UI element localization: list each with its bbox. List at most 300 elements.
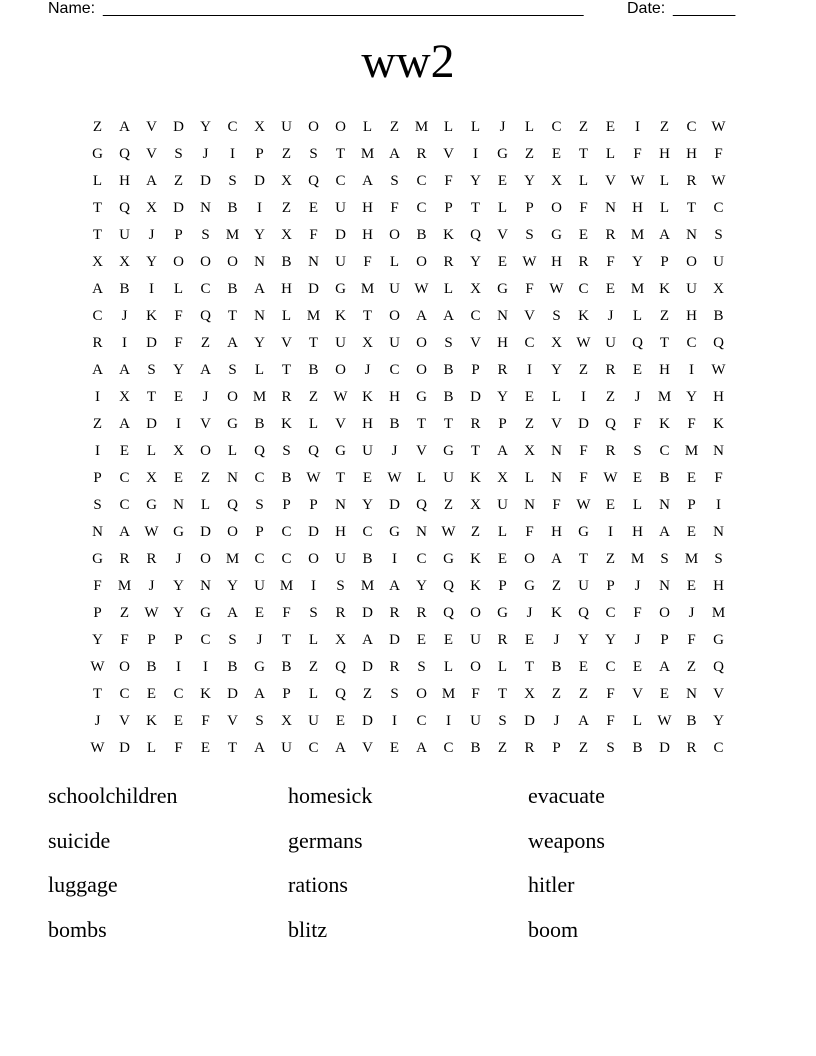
grid-letter: G (146, 497, 157, 513)
grid-letter: I (581, 389, 586, 405)
grid-letter: J (364, 362, 371, 378)
grid-letter: O (308, 551, 319, 567)
grid-letter: A (362, 632, 373, 648)
grid-letter: Y (497, 389, 508, 405)
grid-letter: B (281, 659, 292, 675)
word-bank-item: homesick (288, 783, 373, 808)
grid-letter: S (309, 605, 318, 621)
grid-letter: A (659, 227, 670, 243)
grid-letter: J (94, 713, 101, 729)
grid-letter: C (686, 119, 697, 135)
grid-letter: T (335, 470, 346, 486)
grid-letter: R (389, 659, 400, 675)
grid-letter: N (92, 524, 103, 540)
grid-letter: I (95, 389, 100, 405)
grid-letter: D (389, 497, 400, 513)
word-bank-item: luggage (48, 872, 118, 897)
grid-letter: A (200, 362, 211, 378)
grid-letter: T (578, 551, 589, 567)
grid-letter: B (119, 281, 130, 297)
grid-letter: P (255, 524, 264, 540)
grid-letter: C (416, 200, 427, 216)
grid-letter: O (200, 443, 211, 459)
grid-letter: D (470, 389, 481, 405)
grid-letter: M (630, 227, 645, 243)
grid-letter: A (119, 524, 130, 540)
grid-letter: L (443, 119, 454, 135)
grid-letter: C (551, 119, 562, 135)
grid-letter: F (174, 740, 183, 756)
grid-letter: L (632, 497, 643, 513)
grid-letter: E (524, 389, 535, 405)
grid-letter: O (416, 362, 427, 378)
grid-letter: B (416, 227, 427, 243)
grid-letter: Q (308, 173, 319, 189)
grid-letter: X (146, 470, 157, 486)
grid-letter: E (308, 200, 319, 216)
grid-letter: A (578, 713, 589, 729)
grid-letter: V (713, 686, 724, 702)
grid-letter: N (173, 497, 184, 513)
grid-letter: T (578, 146, 589, 162)
grid-letter: H (335, 524, 346, 540)
grid-letter: O (416, 335, 427, 351)
grid-letter: T (227, 308, 238, 324)
grid-letter: H (551, 254, 562, 270)
grid-letter: W (603, 470, 618, 486)
grid-letter: Z (524, 416, 535, 432)
grid-letter: X (470, 281, 481, 297)
grid-letter: P (660, 254, 669, 270)
grid-letter: E (119, 443, 130, 459)
grid-letter: I (176, 659, 181, 675)
grid-letter: H (659, 146, 670, 162)
date-blank-line: _______ (673, 0, 736, 17)
grid-letter: G (335, 443, 346, 459)
grid-letter: G (335, 281, 346, 297)
grid-letter: L (497, 524, 508, 540)
grid-letter: F (606, 686, 615, 702)
grid-letter: A (416, 740, 427, 756)
grid-letter: L (200, 497, 211, 513)
grid-letter: J (634, 578, 641, 594)
grid-letter: F (390, 200, 399, 216)
grid-letter: S (228, 632, 237, 648)
grid-letter: L (551, 389, 562, 405)
grid-letter: R (281, 389, 292, 405)
grid-letter: O (389, 308, 400, 324)
grid-letter: N (659, 578, 670, 594)
grid-letter: R (605, 227, 616, 243)
grid-letter: V (470, 335, 481, 351)
grid-letter: F (633, 605, 642, 621)
grid-letter: L (578, 173, 589, 189)
grid-letter: T (92, 686, 103, 702)
grid-letter: O (335, 362, 346, 378)
grid-letter: D (335, 227, 346, 243)
grid-letter: I (716, 497, 721, 513)
grid-letter: H (713, 578, 724, 594)
grid-letter: O (227, 524, 238, 540)
grid-letter: N (713, 524, 724, 540)
grid-letter: C (335, 173, 346, 189)
grid-letter: E (632, 470, 643, 486)
grid-letter: B (443, 362, 454, 378)
grid-letter: A (119, 362, 130, 378)
grid-letter: O (227, 389, 238, 405)
grid-letter: Q (227, 497, 238, 513)
grid-letter: F (714, 146, 723, 162)
grid-letter: Q (119, 200, 130, 216)
grid-letter: X (335, 632, 346, 648)
grid-letter: O (416, 254, 427, 270)
grid-letter: Q (335, 686, 346, 702)
grid-letter: Z (281, 200, 292, 216)
grid-letter: R (578, 254, 589, 270)
grid-letter: L (632, 713, 643, 729)
grid-letter: W (711, 119, 726, 135)
grid-letter: N (497, 308, 508, 324)
grid-letter: B (551, 659, 562, 675)
grid-letter: A (254, 281, 265, 297)
grid-letter: P (498, 416, 507, 432)
grid-letter: Z (92, 119, 103, 135)
grid-letter: B (632, 740, 643, 756)
grid-letter: I (95, 443, 100, 459)
grid-letter: A (443, 308, 454, 324)
grid-letter: Z (200, 470, 211, 486)
page-title: ww2 (361, 35, 455, 88)
grid-letter: E (200, 740, 211, 756)
grid-letter: S (390, 173, 399, 189)
grid-letter: I (635, 119, 640, 135)
grid-letter: B (713, 308, 724, 324)
grid-letter: T (497, 686, 508, 702)
grid-letter: S (417, 659, 426, 675)
grid-letter: X (470, 497, 481, 513)
grid-letter: S (309, 146, 318, 162)
grid-letter: F (174, 335, 183, 351)
grid-letter: I (473, 146, 478, 162)
grid-letter: W (90, 740, 105, 756)
grid-letter: E (551, 146, 562, 162)
grid-letter: N (335, 497, 346, 513)
grid-letter: D (173, 119, 184, 135)
grid-letter: Y (92, 632, 103, 648)
grid-letter: S (147, 362, 156, 378)
grid-letter: C (200, 281, 211, 297)
grid-letter: U (335, 254, 346, 270)
grid-letter: H (632, 200, 643, 216)
grid-letter: L (92, 173, 103, 189)
grid-letter: Z (308, 389, 319, 405)
grid-letter: W (657, 713, 672, 729)
grid-letter: I (257, 200, 262, 216)
grid-letter: O (470, 659, 481, 675)
grid-letter: E (362, 470, 373, 486)
grid-letter: L (524, 119, 535, 135)
grid-letter: L (470, 119, 481, 135)
grid-letter: K (443, 227, 454, 243)
grid-letter: F (201, 713, 210, 729)
grid-letter: Z (686, 659, 697, 675)
grid-letter: I (230, 146, 235, 162)
word-bank-item: bombs (48, 916, 107, 942)
grid-letter: L (497, 659, 508, 675)
grid-letter: L (362, 119, 373, 135)
grid-letter: J (499, 119, 506, 135)
grid-letter: Z (308, 659, 319, 675)
grid-letter: K (578, 308, 589, 324)
grid-letter: C (470, 308, 481, 324)
grid-letter: E (632, 362, 643, 378)
grid-letter: P (525, 200, 534, 216)
grid-letter: G (92, 146, 103, 162)
word-bank-item: boom (528, 916, 579, 942)
grid-letter: I (392, 551, 397, 567)
grid-letter: B (389, 416, 400, 432)
grid-letter: V (146, 119, 157, 135)
grid-letter: B (443, 389, 454, 405)
grid-letter: A (389, 578, 400, 594)
grid-letter: J (553, 632, 560, 648)
grid-letter: A (254, 686, 265, 702)
grid-letter: F (579, 470, 588, 486)
grid-letter: E (389, 740, 400, 756)
grid-letter: E (497, 254, 508, 270)
grid-letter: A (254, 740, 265, 756)
grid-letter: Y (578, 632, 589, 648)
grid-letter: P (498, 578, 507, 594)
grid-letter: D (119, 740, 130, 756)
grid-letter: D (578, 416, 589, 432)
grid-letter: U (389, 281, 400, 297)
grid-letter: R (335, 605, 346, 621)
grid-letter: V (200, 416, 211, 432)
grid-letter: N (686, 686, 697, 702)
grid-letter: L (497, 200, 508, 216)
grid-letter: P (444, 200, 453, 216)
grid-letter: J (256, 632, 263, 648)
grid-letter: I (122, 335, 127, 351)
grid-letter: V (416, 443, 427, 459)
grid-letter: C (416, 173, 427, 189)
grid-letter: P (687, 497, 696, 513)
grid-letter: Y (416, 578, 427, 594)
grid-letter: S (633, 443, 642, 459)
grid-letter: Z (497, 740, 508, 756)
grid-letter: J (526, 605, 533, 621)
grid-letter: U (281, 740, 292, 756)
grid-letter: Z (92, 416, 103, 432)
grid-letter: H (632, 524, 643, 540)
grid-letter: U (254, 578, 265, 594)
grid-letter: L (416, 470, 427, 486)
grid-letter: R (497, 362, 508, 378)
grid-letter: P (147, 632, 156, 648)
grid-letter: L (227, 443, 238, 459)
grid-letter: Z (173, 173, 184, 189)
grid-letter: M (630, 281, 645, 297)
grid-letter: Y (713, 713, 724, 729)
grid-letter: E (686, 578, 697, 594)
grid-letter: U (119, 227, 130, 243)
grid-letter: E (254, 605, 265, 621)
grid-letter: W (333, 389, 348, 405)
grid-letter: M (225, 551, 240, 567)
name-label: Name: (48, 0, 96, 17)
grid-letter: X (119, 389, 130, 405)
grid-letter: H (362, 227, 373, 243)
grid-letter: L (524, 470, 535, 486)
grid-letter: I (203, 659, 208, 675)
grid-letter: O (470, 605, 481, 621)
grid-letter: C (119, 497, 130, 513)
grid-letter: D (362, 605, 373, 621)
grid-letter: Q (632, 335, 643, 351)
grid-letter: N (686, 227, 697, 243)
grid-letter: F (93, 578, 102, 594)
grid-letter: J (148, 578, 155, 594)
grid-letter: H (362, 416, 373, 432)
grid-letter: J (202, 146, 209, 162)
grid-letter: X (281, 173, 292, 189)
grid-letter: W (306, 470, 321, 486)
grid-letter: T (92, 227, 103, 243)
grid-letter: D (200, 524, 211, 540)
grid-letter: Z (524, 146, 535, 162)
grid-letter: S (714, 551, 723, 567)
grid-letter: T (659, 335, 670, 351)
grid-letter: L (308, 416, 319, 432)
grid-letter: R (443, 254, 454, 270)
grid-letter: Q (308, 443, 319, 459)
word-bank-item: hitler (528, 872, 575, 897)
grid-letter: A (551, 551, 562, 567)
grid-letter: F (579, 200, 588, 216)
grid-letter: L (605, 146, 616, 162)
grid-letter: V (605, 173, 616, 189)
grid-letter: U (335, 200, 346, 216)
grid-letter: V (146, 146, 157, 162)
grid-letter: D (146, 416, 157, 432)
grid-letter: F (552, 497, 561, 513)
grid-letter: G (227, 416, 238, 432)
grid-letter: E (173, 389, 184, 405)
grid-letter: B (659, 470, 670, 486)
grid-letter: U (335, 551, 346, 567)
grid-letter: M (630, 551, 645, 567)
grid-letter: P (606, 578, 615, 594)
grid-letter: Y (254, 227, 265, 243)
grid-letter: P (282, 497, 291, 513)
grid-letter: G (416, 389, 427, 405)
grid-letter: H (659, 362, 670, 378)
grid-letter: Q (470, 227, 481, 243)
grid-letter: T (470, 443, 481, 459)
grid-letter: J (607, 308, 614, 324)
grid-letter: F (606, 713, 615, 729)
grid-letter: W (144, 605, 159, 621)
grid-letter: I (446, 713, 451, 729)
grid-letter: R (389, 605, 400, 621)
grid-letter: M (684, 551, 699, 567)
grid-letter: E (173, 713, 184, 729)
grid-letter: L (146, 740, 157, 756)
grid-letter: L (443, 281, 454, 297)
grid-letter: C (281, 551, 292, 567)
grid-letter: R (146, 551, 157, 567)
date-label: Date: (627, 0, 666, 17)
grid-letter: O (335, 119, 346, 135)
grid-letter: H (686, 146, 697, 162)
grid-letter: I (689, 362, 694, 378)
grid-letter: X (551, 335, 562, 351)
grid-letter: R (524, 740, 535, 756)
grid-letter: Q (713, 335, 724, 351)
grid-letter: C (227, 119, 238, 135)
grid-letter: S (714, 227, 723, 243)
grid-letter: K (470, 578, 481, 594)
grid-letter: W (576, 497, 591, 513)
grid-letter: Y (686, 389, 697, 405)
word-bank-item: schoolchildren (48, 783, 178, 808)
grid-letter: Y (200, 119, 211, 135)
grid-letter: K (659, 281, 670, 297)
grid-letter: K (281, 416, 292, 432)
grid-letter: U (578, 578, 589, 594)
header-fields (48, 0, 748, 21)
grid-letter: B (146, 659, 157, 675)
grid-letter: E (659, 686, 670, 702)
grid-letter: Z (551, 578, 562, 594)
grid-letter: J (634, 632, 641, 648)
grid-letter: V (551, 416, 562, 432)
word-bank-item: suicide (48, 827, 111, 853)
grid-letter: S (201, 227, 210, 243)
grid-letter: N (200, 578, 211, 594)
grid-letter: C (443, 740, 454, 756)
grid-letter: J (688, 605, 695, 621)
grid-letter: B (227, 659, 238, 675)
grid-letter: M (360, 281, 375, 297)
grid-letter: F (633, 416, 642, 432)
grid-letter: C (416, 551, 427, 567)
grid-letter: B (254, 416, 265, 432)
grid-letter: P (552, 740, 561, 756)
word-bank-item: germans (288, 827, 363, 853)
grid-letter: C (416, 713, 427, 729)
grid-letter: P (93, 470, 102, 486)
grid-letter: E (605, 119, 616, 135)
grid-letter: E (497, 551, 508, 567)
word-bank (48, 778, 768, 956)
grid-letter: I (176, 416, 181, 432)
grid-letter: G (497, 281, 508, 297)
grid-letter: N (416, 524, 427, 540)
grid-letter: N (659, 497, 670, 513)
grid-letter: D (254, 173, 265, 189)
grid-letter: N (524, 497, 535, 513)
grid-letter: W (711, 362, 726, 378)
grid-letter: Y (362, 497, 373, 513)
grid-letter: N (254, 308, 265, 324)
grid-letter: C (119, 470, 130, 486)
grid-letter: Q (443, 605, 454, 621)
grid-letter: J (202, 389, 209, 405)
grid-letter: K (146, 308, 157, 324)
grid-letter: Y (146, 254, 157, 270)
